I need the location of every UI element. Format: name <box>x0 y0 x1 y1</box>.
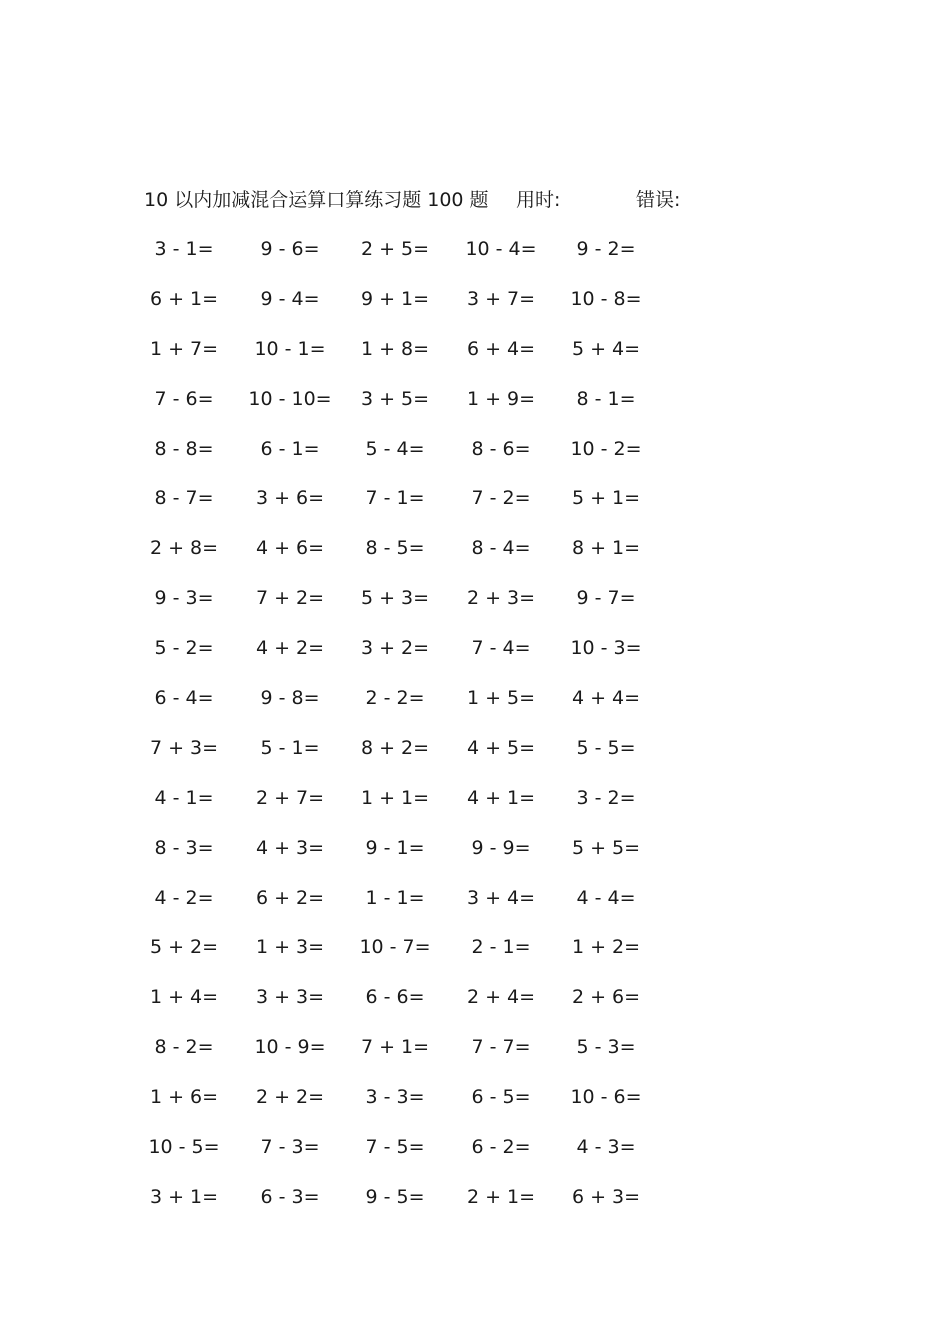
problem-item: 10 - 1= <box>254 337 326 360</box>
problem-item: 5 + 5= <box>571 836 641 859</box>
problem-item: 5 - 2= <box>154 637 214 660</box>
problem-row <box>0 733 950 783</box>
worksheet-header <box>144 186 764 214</box>
problem-item: 4 + 4= <box>571 687 641 710</box>
problem-row <box>0 633 950 683</box>
problem-item: 4 - 3= <box>576 1136 636 1159</box>
problem-row <box>0 1132 950 1182</box>
problem-row <box>0 434 950 484</box>
problem-row <box>0 1082 950 1132</box>
problem-row <box>0 583 950 633</box>
problem-item: 2 - 1= <box>471 936 531 959</box>
problem-item: 3 - 2= <box>576 786 636 809</box>
problem-item: 1 + 7= <box>149 337 219 360</box>
problem-grid <box>0 234 950 1232</box>
problem-item: 8 - 4= <box>471 537 531 560</box>
problem-item: 6 + 2= <box>255 886 325 909</box>
problem-item: 1 + 6= <box>149 1086 219 1109</box>
problem-item: 8 - 8= <box>154 437 214 460</box>
problem-item: 10 - 10= <box>248 387 332 410</box>
problem-item: 3 + 3= <box>255 986 325 1009</box>
problem-row <box>0 683 950 733</box>
problem-item: 10 - 3= <box>570 637 642 660</box>
problem-item: 6 - 2= <box>471 1136 531 1159</box>
problem-item: 8 - 7= <box>154 487 214 510</box>
problem-row <box>0 483 950 533</box>
problem-item: 3 + 6= <box>255 487 325 510</box>
problem-item: 1 + 8= <box>360 337 430 360</box>
problem-item: 10 - 7= <box>359 936 431 959</box>
problem-item: 7 - 7= <box>471 1036 531 1059</box>
problem-item: 6 - 1= <box>260 437 320 460</box>
problem-item: 10 - 5= <box>148 1136 220 1159</box>
problem-row <box>0 833 950 883</box>
problem-item: 3 - 1= <box>154 238 214 260</box>
problem-item: 9 - 9= <box>471 836 531 859</box>
problem-item: 6 - 3= <box>260 1185 320 1208</box>
problem-item: 9 - 1= <box>365 836 425 859</box>
problem-item: 5 + 2= <box>149 936 219 959</box>
problem-item: 3 + 5= <box>360 387 430 410</box>
problem-item: 8 - 5= <box>365 537 425 560</box>
problem-item: 4 + 3= <box>255 836 325 859</box>
problem-item: 5 + 1= <box>571 487 641 510</box>
problem-item: 4 + 2= <box>255 637 325 660</box>
problem-item: 1 + 5= <box>466 687 536 710</box>
problem-item: 6 - 5= <box>471 1086 531 1109</box>
problem-item: 8 - 1= <box>576 387 636 410</box>
problem-item: 2 + 6= <box>571 986 641 1009</box>
problem-item: 2 - 2= <box>365 687 425 710</box>
problem-item: 3 + 7= <box>466 287 536 310</box>
problem-item: 7 - 4= <box>471 637 531 660</box>
problem-item: 10 - 6= <box>570 1086 642 1109</box>
problem-item: 9 - 7= <box>576 587 636 610</box>
problem-row <box>0 234 950 284</box>
problem-item: 7 + 3= <box>149 736 219 759</box>
problem-item: 1 + 3= <box>255 936 325 959</box>
problem-item: 7 - 3= <box>260 1136 320 1159</box>
problem-item: 9 - 4= <box>260 287 320 310</box>
problem-item: 6 + 4= <box>466 337 536 360</box>
problem-item: 4 - 2= <box>154 886 214 909</box>
problem-item: 5 - 1= <box>260 736 320 759</box>
problem-item: 5 - 5= <box>576 736 636 759</box>
problem-item: 2 + 1= <box>466 1185 536 1208</box>
problem-item: 1 + 1= <box>360 786 430 809</box>
problem-item: 9 - 3= <box>154 587 214 610</box>
problem-row <box>0 932 950 982</box>
problem-item: 4 + 5= <box>466 736 536 759</box>
problem-item: 1 + 4= <box>149 986 219 1009</box>
problem-row <box>0 1032 950 1082</box>
problem-item: 9 - 6= <box>260 238 320 260</box>
problem-item: 3 - 3= <box>365 1086 425 1109</box>
problem-item: 4 - 4= <box>576 886 636 909</box>
problem-item: 8 - 3= <box>154 836 214 859</box>
problem-item: 6 - 6= <box>365 986 425 1009</box>
problem-item: 1 + 2= <box>571 936 641 959</box>
problem-item: 5 + 4= <box>571 337 641 360</box>
problem-item: 1 - 1= <box>365 886 425 909</box>
problem-item: 3 + 2= <box>360 637 430 660</box>
problem-item: 8 + 2= <box>360 736 430 759</box>
problem-item: 7 - 2= <box>471 487 531 510</box>
problem-item: 8 - 6= <box>471 437 531 460</box>
problem-row <box>0 384 950 434</box>
errors-label: 错误: <box>636 189 681 211</box>
problem-item: 6 + 1= <box>149 287 219 310</box>
problem-item: 8 - 2= <box>154 1036 214 1059</box>
problem-item: 2 + 4= <box>466 986 536 1009</box>
problem-item: 3 + 4= <box>466 886 536 909</box>
problem-row <box>0 334 950 384</box>
problem-item: 3 + 1= <box>149 1185 219 1208</box>
problem-item: 9 + 1= <box>360 287 430 310</box>
problem-item: 2 + 3= <box>466 587 536 610</box>
problem-item: 7 - 6= <box>154 387 214 410</box>
problem-item: 4 + 6= <box>255 537 325 560</box>
problem-item: 10 - 4= <box>465 238 537 260</box>
problem-row <box>0 783 950 833</box>
problem-item: 10 - 2= <box>570 437 642 460</box>
problem-row <box>0 883 950 933</box>
problem-item: 1 + 9= <box>466 387 536 410</box>
problem-item: 6 - 4= <box>154 687 214 710</box>
problem-item: 8 + 1= <box>571 537 641 560</box>
problem-item: 7 + 2= <box>255 587 325 610</box>
problem-item: 9 - 8= <box>260 687 320 710</box>
problem-item: 9 - 2= <box>576 238 636 260</box>
problem-item: 2 + 5= <box>360 238 430 260</box>
worksheet-title: 10 以内加减混合运算口算练习题 100 题 <box>144 189 489 211</box>
problem-item: 10 - 8= <box>570 287 642 310</box>
problem-item: 5 + 3= <box>360 587 430 610</box>
problem-item: 2 + 2= <box>255 1086 325 1109</box>
problem-item: 4 + 1= <box>466 786 536 809</box>
problem-item: 5 - 4= <box>365 437 425 460</box>
problem-item: 2 + 8= <box>149 537 219 560</box>
problem-item: 7 + 1= <box>360 1036 430 1059</box>
problem-row <box>0 982 950 1032</box>
problem-item: 10 - 9= <box>254 1036 326 1059</box>
problem-row <box>0 284 950 334</box>
problem-item: 9 - 5= <box>365 1185 425 1208</box>
problem-item: 5 - 3= <box>576 1036 636 1059</box>
problem-row <box>0 1182 950 1232</box>
problem-item: 2 + 7= <box>255 786 325 809</box>
problem-row <box>0 533 950 583</box>
problem-item: 4 - 1= <box>154 786 214 809</box>
problem-item: 7 - 1= <box>365 487 425 510</box>
problem-item: 6 + 3= <box>571 1185 641 1208</box>
problem-item: 7 - 5= <box>365 1136 425 1159</box>
time-label: 用时: <box>516 189 561 211</box>
